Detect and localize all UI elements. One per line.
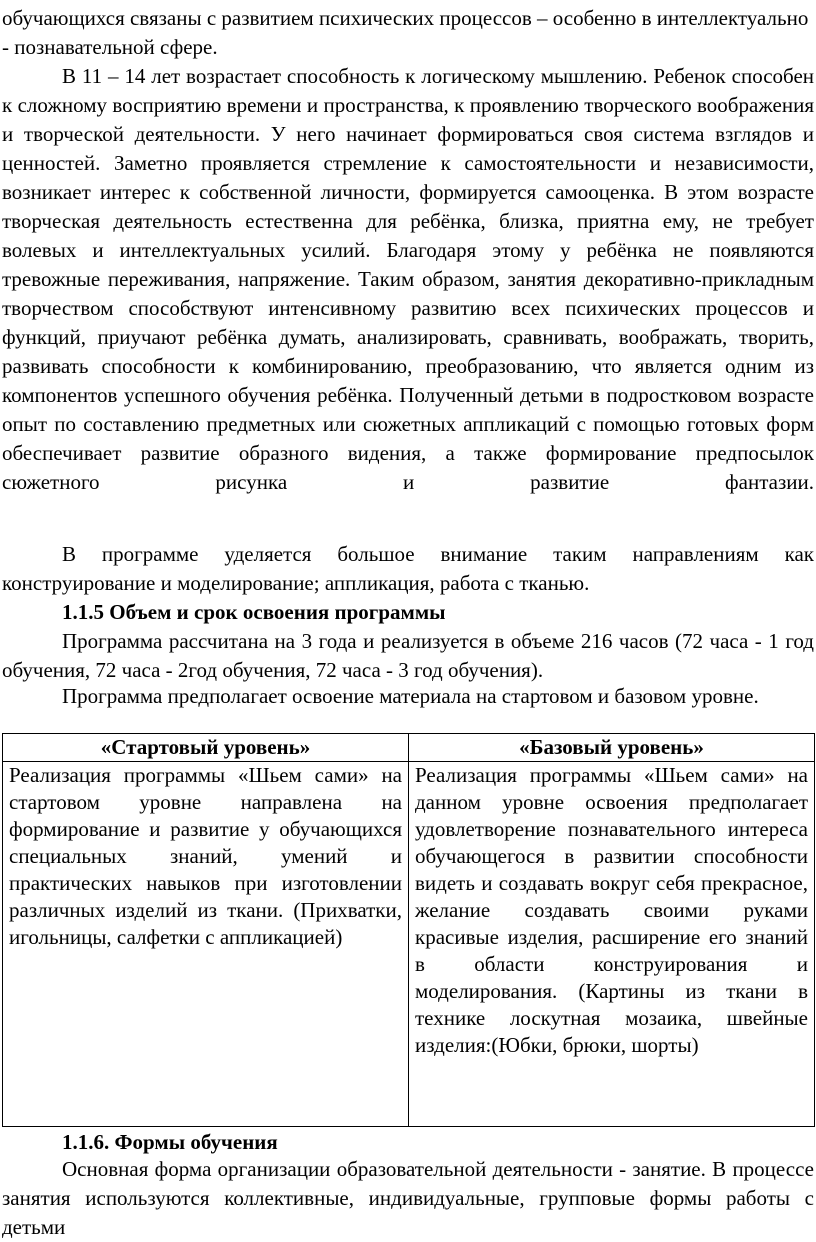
cell-base-level: Реализация программы «Шьем сами» на данном уровне освоения предполагает удовлетворение познавательного интереса обучающегося в развитии способности видеть и создавать вокруг себя прекрасное, желание создавать своими руками красивые изделия, расширение его знаний в области конструирования и моделирования. (Картины из ткани в технике лоскутная мозаика, швейные изделия:(Юбки, брюки, шорты) [409, 762, 815, 1127]
table-row [3, 762, 815, 1127]
table-header-row [3, 734, 815, 762]
paragraph-intro: обучающихся связаны с развитием психических процессов – особенно в интеллектуально - познавательной сфере. [2, 6, 809, 59]
section-heading-forms: 1.1.6. Формы обучения [62, 1130, 278, 1154]
paragraph-directions: В программе уделяется большое внимание таким направлениям как конструирование и моделирование; аппликация, работа с тканью. [2, 542, 814, 595]
levels-table [2, 733, 815, 1127]
paragraph-forms: Основная форма организации образовательной деятельности - занятие. В процессе занятия используются коллективные, индивидуальные, групповые формы работы с детьми [2, 1157, 814, 1239]
header-start-level: «Стартовый уровень» [3, 734, 409, 762]
header-base-level: «Базовый уровень» [409, 734, 815, 762]
section-heading-volume: 1.1.5 Объем и срок освоения программы [62, 600, 446, 624]
paragraph-age-development: В 11 – 14 лет возрастает способность к логическому мышлению. Ребенок способен к сложному восприятию времени и пространства, к проявлению творческого воображения и творческой деятельности. У него начинает формироваться своя система взглядов и ценностей. Заметно проявляется стремление к самостоятельности и независимости, возникает интерес к собственной личности, формируется самооценка. В этом возрасте творческая деятельность естественна для ребёнка, близка, приятна ему, не требует волевых и интеллектуальных усилий. Благодаря этому у ребёнка не появляются тревожные переживания, напряжение. Таким образом, занятия декоративно-прикладным творчеством способствуют интенсивному развитию всех психических процессов и функций, приучают ребёнка думать, анализировать, сравнивать, воображать, творить, развивать способности к комбинированию, преобразованию, что является одним из компонентов успешного обучения ребёнка. Полученный детьми в подростковом возрасте опыт по составлению предметных или сюжетных аппликаций с помощью готовых форм обеспечивает развитие образного видения, а также формирование предпосылок сюжетного рисунка и развитие фантазии. [2, 64, 814, 494]
paragraph-hours: Программа рассчитана на 3 года и реализуется в объеме 216 часов (72 часа - 1 год обучения, 72 часа - 2год обучения, 72 часа - 3 год обучения). [2, 629, 814, 682]
paragraph-levels: Программа предполагает освоение материала на стартовом и базовом уровне. [62, 684, 759, 708]
cell-start-level: Реализация программы «Шьем сами» на стартовом уровне направлена на формирование и развитие у обучающихся специальных знаний, умений и практических навыков при изготовлении различных изделий из ткани. (Прихватки, игольницы, салфетки с аппликацией) [3, 762, 409, 1127]
